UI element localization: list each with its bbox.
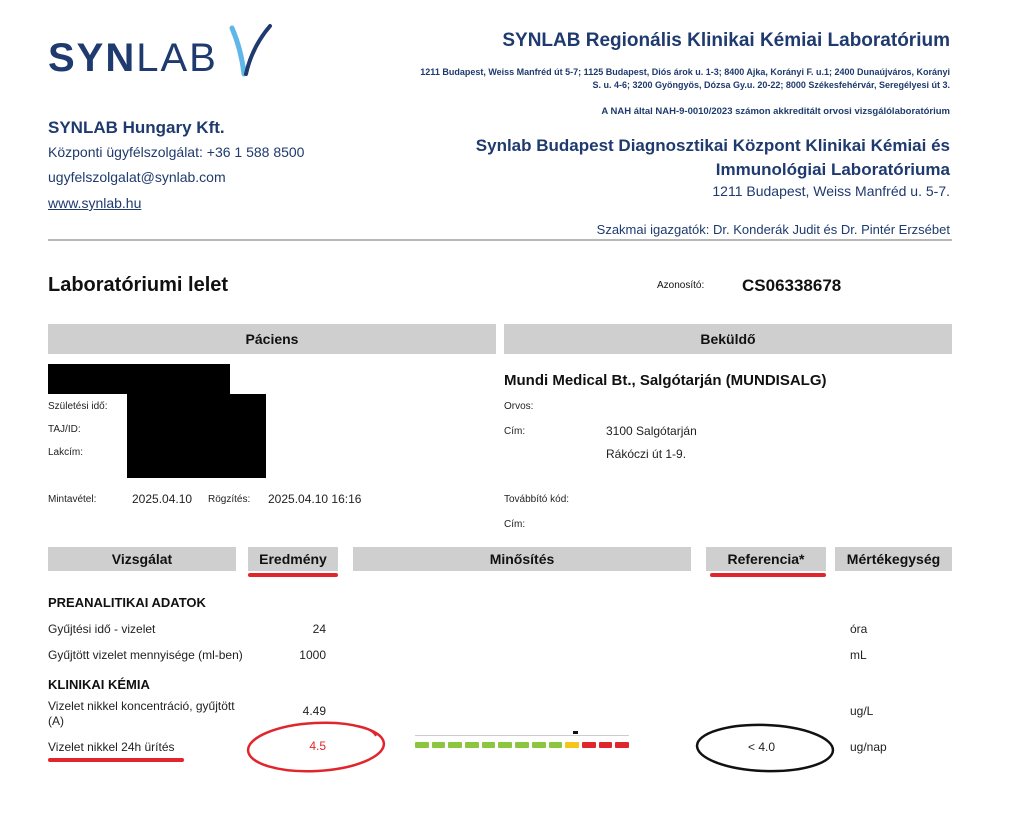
gauge-segment-green (532, 742, 546, 748)
gauge-segment-green (465, 742, 479, 748)
row-result-urine-volume: 1000 (299, 648, 326, 662)
row-result-collection-time: 24 (312, 622, 326, 636)
col-header-rating: Minősítés (353, 547, 691, 571)
logo-part-lab: LAB (136, 36, 218, 80)
row-name-nickel-concentration-line1: Vizelet nikkel koncentráció, gyűjtött (48, 699, 235, 713)
center-title (430, 134, 950, 182)
red-circle-annotation (240, 718, 390, 778)
redacted-patient-details (127, 394, 266, 478)
sampling-date: 2025.04.10 (132, 492, 193, 506)
report-title: Laboratóriumi lelet (48, 274, 229, 296)
gauge-segment-green (498, 742, 512, 748)
col-header-test: Vizsgálat (48, 547, 236, 571)
directors: Szakmai igazgatók: Dr. Konderák Judit és Dr. Pintér Erzsébet (596, 222, 950, 237)
synlab-logo-text (48, 36, 218, 81)
row-name-collection-time: Gyűjtési idő - vizelet (48, 622, 156, 636)
gauge-segment-red (582, 742, 596, 748)
address-label: Lakcím: (48, 447, 84, 458)
gauge-segment-green (432, 742, 446, 748)
gauge-marker (573, 731, 578, 734)
row-unit-nickel-24h: ug/nap (850, 740, 887, 754)
sampling-label: Mintavétel: (48, 494, 97, 505)
sender-address-line1: 3100 Salgótarján (606, 424, 697, 438)
header-divider (48, 239, 952, 241)
row-result-nickel-concentration: 4.49 (302, 704, 326, 718)
lab-addresses (360, 66, 950, 92)
center-address: 1211 Budapest, Weiss Manfréd u. 5-7. (712, 183, 950, 199)
gauge-segment-red (599, 742, 613, 748)
rating-gauge (415, 737, 629, 753)
row-name-nickel-concentration-line2: (A) (48, 714, 64, 728)
synlab-wave-icon (228, 22, 274, 78)
row-reference-nickel-24h: < 4.0 (748, 740, 776, 754)
redacted-patient-name (48, 364, 230, 394)
company-name: SYNLAB Hungary Kft. (48, 118, 225, 137)
row-unit-nickel-concentration: ug/L (850, 704, 874, 718)
gauge-segment-green (482, 742, 496, 748)
nickel-24h-red-underline (48, 758, 184, 762)
result-header-red-underline (248, 573, 338, 577)
forward-code-label: Továbbító kód: (504, 494, 570, 505)
gauge-segment-green (515, 742, 529, 748)
col-header-result: Eredmény (248, 547, 338, 571)
row-name-nickel-24h: Vizelet nikkel 24h ürítés (48, 740, 175, 754)
report-id-value: CS06338678 (742, 276, 842, 295)
customer-service-email[interactable]: ugyfelszolgalat@synlab.com (48, 169, 226, 185)
birth-date-label: Születési idő: (48, 401, 108, 412)
reference-header-red-underline (710, 573, 826, 577)
lab-addresses-line2: S. u. 4-6; 3200 Gyöngyös, Dózsa Gy.u. 20-22; 8000 Székesfehérvár, Seregélyesi út 3. (592, 80, 950, 90)
recorded-date: 2025.04.10 16:16 (268, 492, 362, 506)
recorded-label: Rögzítés: (208, 494, 251, 505)
gauge-top-line (415, 735, 629, 736)
row-unit-urine-volume: mL (850, 648, 867, 662)
section-title-clinical-chemistry: KLINIKAI KÉMIA (48, 677, 150, 692)
section-title-preanalytic: PREANALITIKAI ADATOK (48, 595, 206, 610)
logo-part-syn: SYN (48, 36, 137, 80)
sender-address-label: Cím: (504, 426, 526, 437)
gauge-segment-yellow (565, 742, 579, 748)
col-header-unit: Mértékegység (835, 547, 952, 571)
sender-address-line2: Rákóczi út 1-9. (606, 447, 687, 461)
black-circle-annotation (690, 718, 840, 778)
sender-name: Mundi Medical Bt., Salgótarján (MUNDISALG) (504, 372, 827, 389)
lab-title: SYNLAB Regionális Klinikai Kémiai Laboratórium (502, 30, 950, 51)
row-name-nickel-concentration (48, 699, 235, 729)
center-title-line1: Synlab Budapest Diagnosztikai Központ Klinikai Kémiai és (475, 136, 950, 155)
customer-service-phone: Központi ügyfélszolgálat: +36 1 588 8500 (48, 144, 305, 160)
report-id-label: Azonosító: (657, 280, 705, 291)
center-title-line2: Immunológiai Laboratóriuma (715, 160, 950, 179)
gauge-segment-red (615, 742, 629, 748)
col-header-reference: Referencia* (706, 547, 826, 571)
gauge-segment-green (549, 742, 563, 748)
taj-label: TAJ/ID: (48, 424, 81, 435)
gauge-segment-green (448, 742, 462, 748)
row-name-urine-volume: Gyűjtött vizelet mennyisége (ml-ben) (48, 648, 243, 662)
website-link[interactable]: www.synlab.hu (48, 195, 142, 211)
lab-addresses-line1: 1211 Budapest, Weiss Manfréd út 5-7; 1125 Budapest, Diós árok u. 1-3; 8400 Ajka, Korányi F. u.1; 2400 Dunaújváros, Korányi (420, 67, 950, 77)
doctor-label: Orvos: (504, 401, 534, 412)
row-unit-collection-time: óra (850, 622, 868, 636)
accreditation-text: A NAH által NAH-9-0010/2023 számon akkreditált orvosi vizsgálólaboratórium (601, 106, 950, 117)
sender-header: Beküldő (504, 324, 952, 354)
row-result-nickel-24h: 4.5 (309, 739, 326, 753)
patient-header: Páciens (48, 324, 496, 354)
sender-address2-label: Cím: (504, 519, 526, 530)
gauge-segment-green (415, 742, 429, 748)
